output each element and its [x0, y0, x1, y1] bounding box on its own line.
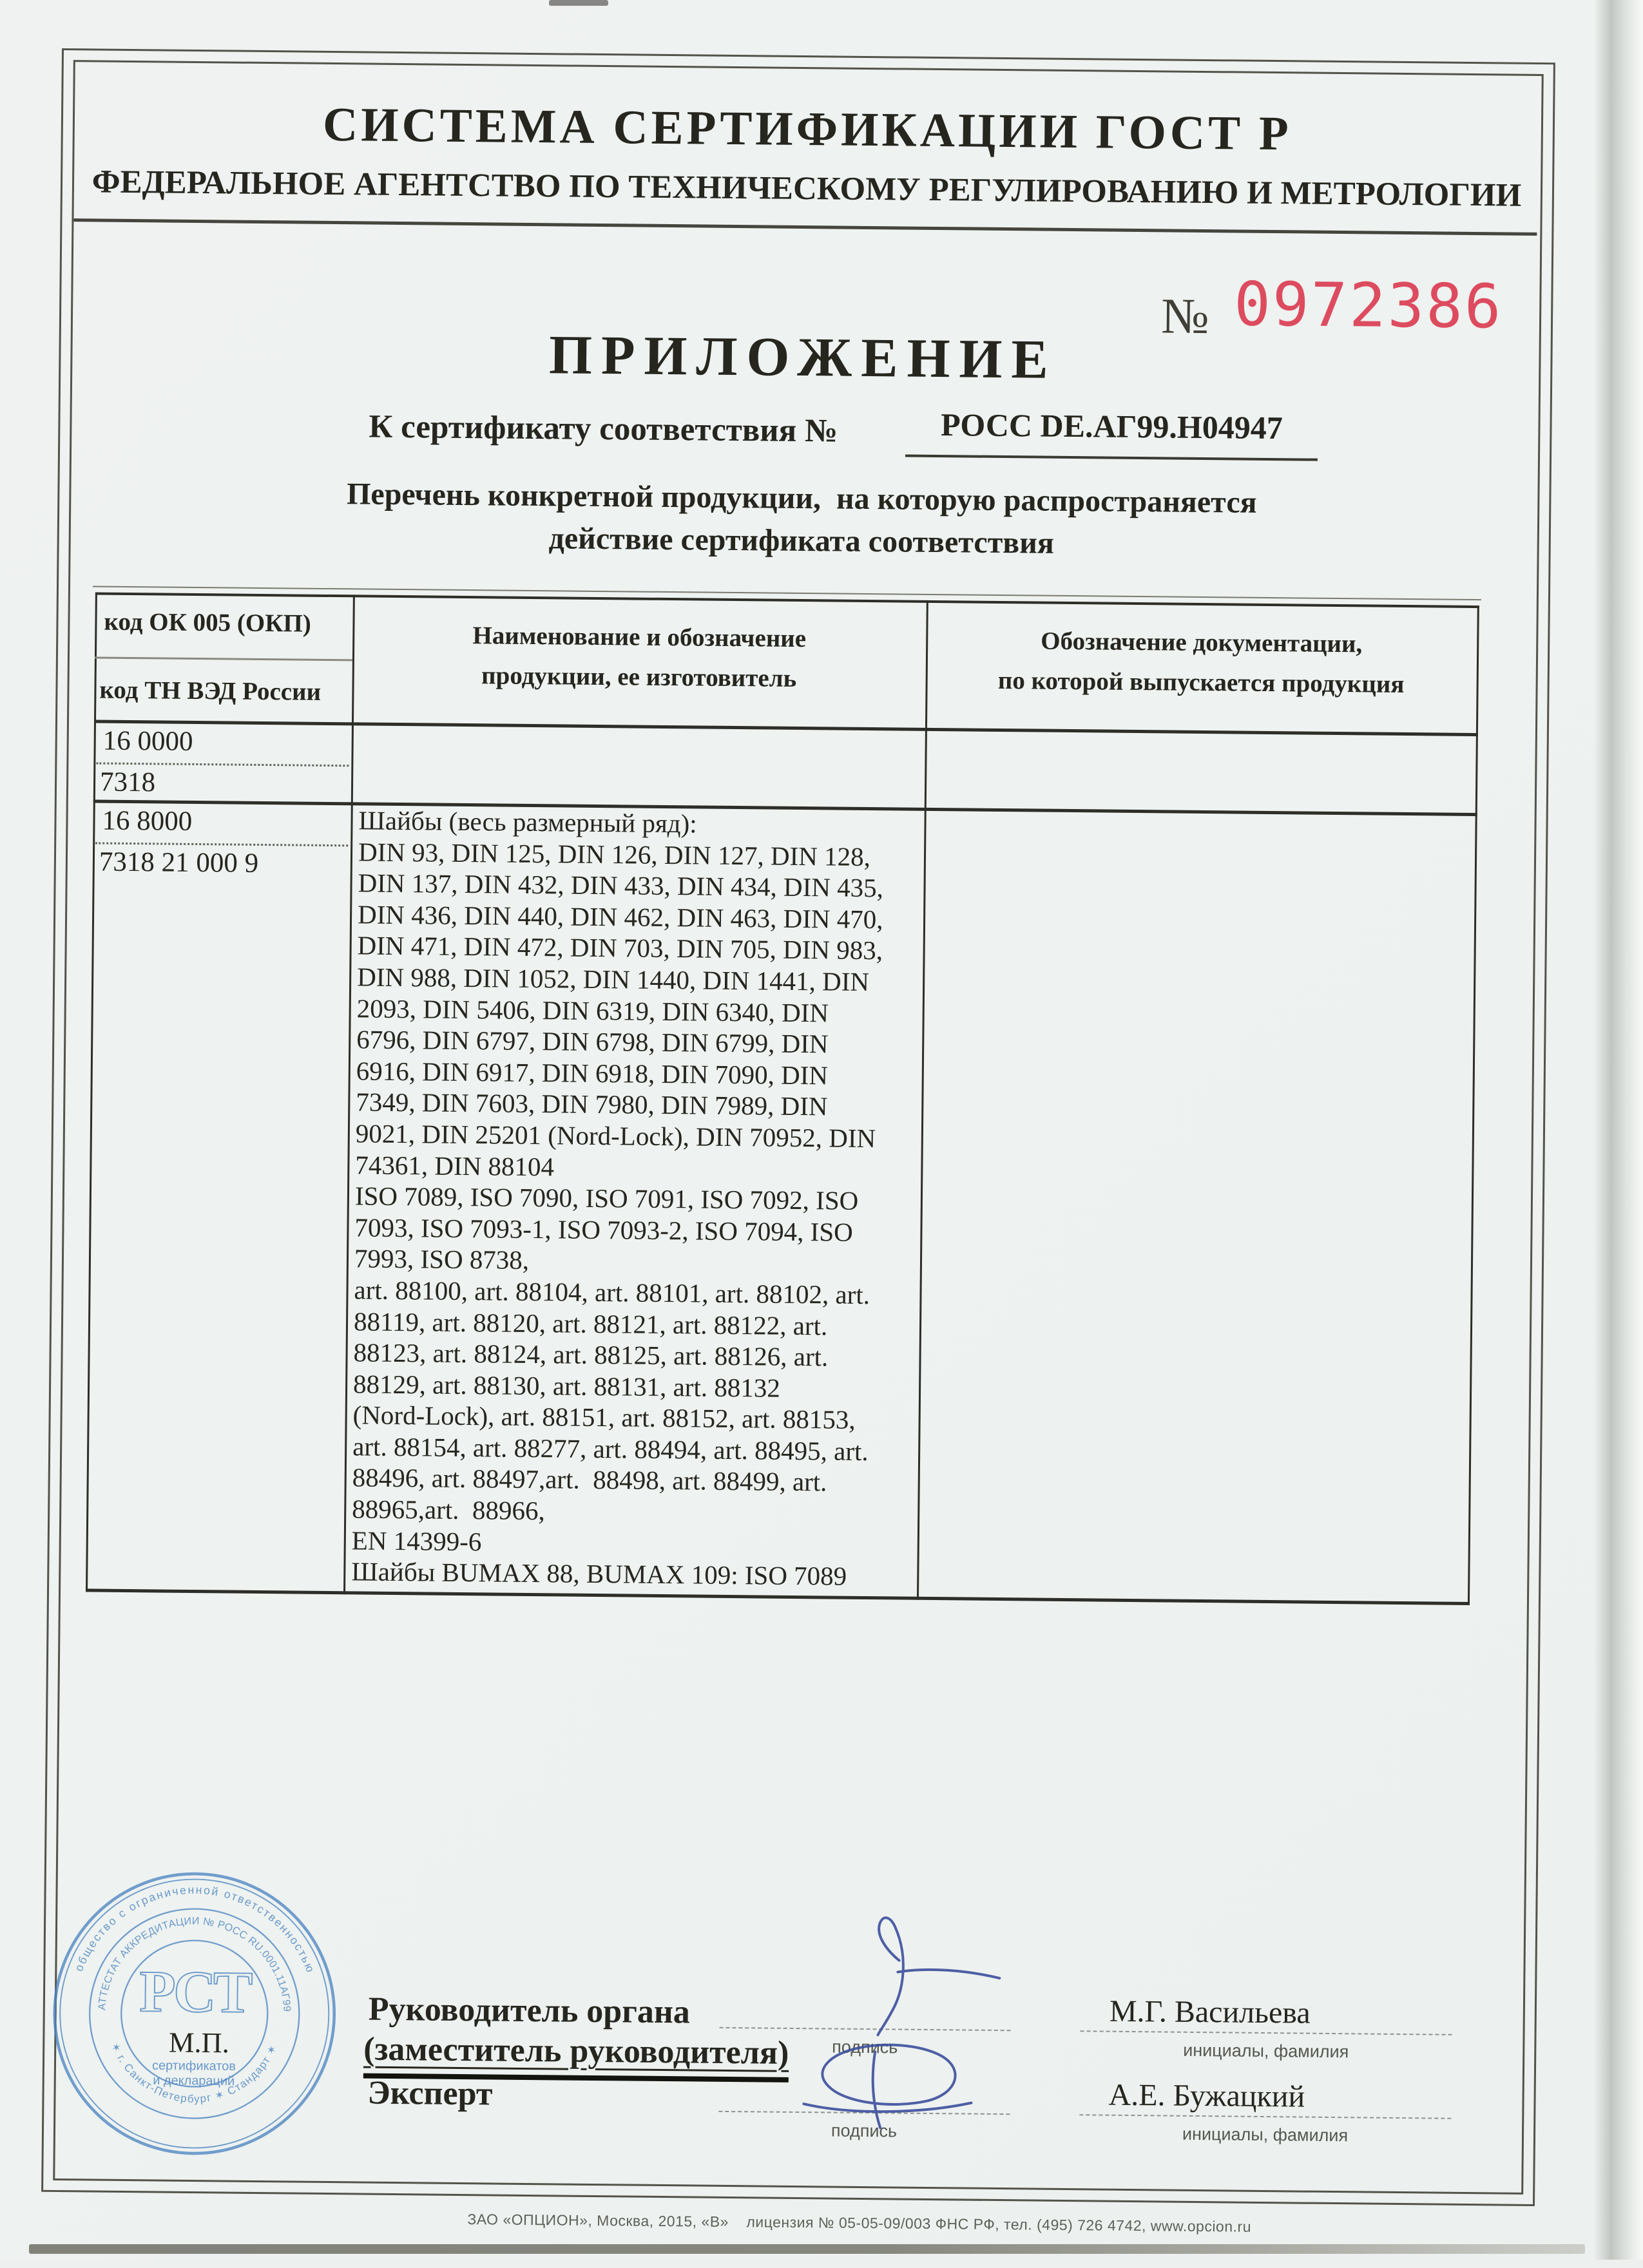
row1-okp-code: 16 0000: [102, 725, 193, 757]
federal-agency-title: ФЕДЕРАЛЬНОЕ АГЕНТСТВО ПО ТЕХНИЧЕСКОМУ РЕГУЛИРОВАНИЮ И МЕТРОЛОГИИ: [91, 164, 1522, 214]
product-standards-line: art. 88154, art. 88277, art. 88494, art. 88495, art.: [352, 1431, 869, 1466]
appendix-title: ПРИЛОЖЕНИЕ: [548, 323, 1058, 390]
product-standards-line: DIN 93, DIN 125, DIN 126, DIN 127, DIN 128,: [358, 837, 871, 872]
certificate-reference-label: К сертификату соответствия №: [369, 408, 838, 450]
product-standards-line: 6916, DIN 6917, DIN 6918, DIN 7090, DIN: [356, 1056, 829, 1091]
stamp-accreditation-text: АТТЕСТАТ АККРЕДИТАЦИИ № РОСС RU.0001.11АГ99: [96, 1915, 293, 2012]
row1-tnved-code: 7318: [99, 767, 156, 798]
code-header-divider: [95, 656, 352, 661]
product-standards-line: 9021, DIN 25201 (Nord-Lock), DIN 70952, DIN: [355, 1118, 876, 1154]
column-header-docs-line1: Обозначение документации,: [1041, 627, 1363, 658]
product-standards-line: (Nord-Lock), art. 88151, art. 88152, art. 88153,: [352, 1400, 856, 1435]
product-standards-line: art. 88100, art. 88104, art. 88101, art. 88102, art.: [354, 1275, 870, 1310]
expert-role-label: Эксперт: [367, 2074, 493, 2113]
product-standards-line: 6796, DIN 6797, DIN 6798, DIN 6799, DIN: [356, 1024, 829, 1059]
column-header-docs-line2: по которой выпускается продукция: [997, 666, 1405, 698]
product-standards-line: 88496, art. 88497,art. 88498, art. 88499, art.: [352, 1462, 827, 1497]
product-standards-line: 88123, art. 88124, art. 88125, art. 88126, art.: [353, 1337, 829, 1372]
product-list-heading-line2: действие сертификата соответствия: [548, 521, 1055, 560]
product-list-heading-line1: Перечень конкретной продукции, на которую распространяется: [346, 477, 1257, 520]
rst-logo: РСТ: [139, 1958, 251, 2025]
stamp-inner-line2: и деклараций: [153, 2073, 235, 2089]
expert-name: А.Е. Бужацкий: [1108, 2077, 1305, 2114]
product-standards-line: DIN 436, DIN 440, DIN 462, DIN 463, DIN 470,: [357, 899, 883, 935]
head-name: М.Г. Васильева: [1109, 1994, 1311, 2030]
column-header-product-line2: продукции, ее изготовитель: [481, 662, 797, 692]
printer-imprint: ЗАО «ОПЦИОН», Москва, 2015, «В» лицензия № 05-05-09/003 ФНС РФ, тел. (495) 726 4742, www.opcion.ru: [467, 2211, 1252, 2235]
column-header-okp: код ОК 005 (ОКП): [104, 607, 312, 638]
stamp-city-text: ✶ г. Санкт-Петербург ✶ Стандарт ✶: [108, 2041, 280, 2106]
stamp-place-mark: М.П.: [168, 2026, 230, 2059]
head-role-label-line2: (заместитель руководителя): [363, 2030, 789, 2082]
head-signature-caption: подпись: [832, 2037, 898, 2057]
product-standards-line: DIN 137, DIN 432, DIN 433, DIN 434, DIN 435,: [358, 868, 884, 903]
row2-tnved-code: 7318 21 000 9: [99, 846, 259, 879]
blank-number-label: №: [1160, 287, 1209, 345]
head-role-label-line1: Руководитель органа: [368, 1990, 691, 2031]
expert-name-caption: инициалы, фамилия: [1182, 2124, 1349, 2146]
head-name-caption: инициалы, фамилия: [1183, 2040, 1349, 2062]
paper-edge-shadow: [1594, 0, 1643, 2260]
product-standards-line: EN 14399-6: [351, 1525, 482, 1556]
product-standards-line: 2093, DIN 5406, DIN 6319, DIN 6340, DIN: [356, 993, 829, 1027]
product-standards-line: 88965,art. 88966,: [352, 1494, 545, 1526]
stamp-outer-ring-text: общество с ограниченной ответственностью: [72, 1883, 318, 1976]
product-standards-line: DIN 988, DIN 1052, DIN 1440, DIN 1441, DIN: [356, 962, 870, 997]
certificate-number: РОСС DE.АГ99.Н04947: [905, 406, 1318, 461]
product-standards-list: [351, 805, 923, 1592]
certification-system-title: СИСТЕМА СЕРТИФИКАЦИИ ГОСТ Р: [322, 97, 1292, 161]
scanner-edge-strip: [29, 2244, 1585, 2254]
product-standards-line: DIN 471, DIN 472, DIN 703, DIN 705, DIN 983,: [357, 930, 883, 966]
blank-number-value: 0972386: [1233, 269, 1503, 343]
product-standards-line: ISO 7089, ISO 7090, ISO 7091, ISO 7092, ISO: [354, 1181, 859, 1216]
row2-okp-code: 16 8000: [102, 805, 193, 837]
product-standards-line: 74361, DIN 88104: [355, 1149, 555, 1181]
product-standards-line: 7993, ISO 8738,: [354, 1243, 530, 1275]
product-standards-line: 88129, art. 88130, art. 88131, art. 88132: [352, 1369, 781, 1403]
column-header-product-line1: Наименование и обозначение: [472, 622, 807, 653]
accreditation-stamp: [45, 1864, 344, 2163]
product-standards-line: Шайбы (весь размерный ряд):: [358, 805, 697, 839]
product-standards-line: Шайбы BUMAX 88, BUMAX 109: ISO 7089: [351, 1556, 847, 1591]
product-standards-line: 7349, DIN 7603, DIN 7980, DIN 7989, DIN: [356, 1087, 828, 1121]
product-standards-line: 7093, ISO 7093-1, ISO 7093-2, ISO 7094, ISO: [354, 1212, 853, 1247]
stamp-inner-line1: сертификатов: [151, 2058, 236, 2074]
products-table: [86, 592, 1479, 1605]
column-header-tnved: код ТН ВЭД России: [99, 676, 322, 706]
scan-artifact-mark: [549, 0, 608, 6]
product-standards-line: 88119, art. 88120, art. 88121, art. 88122, art.: [353, 1306, 828, 1340]
table-header-divider: [94, 719, 1478, 736]
expert-signature-caption: подпись: [831, 2120, 898, 2141]
